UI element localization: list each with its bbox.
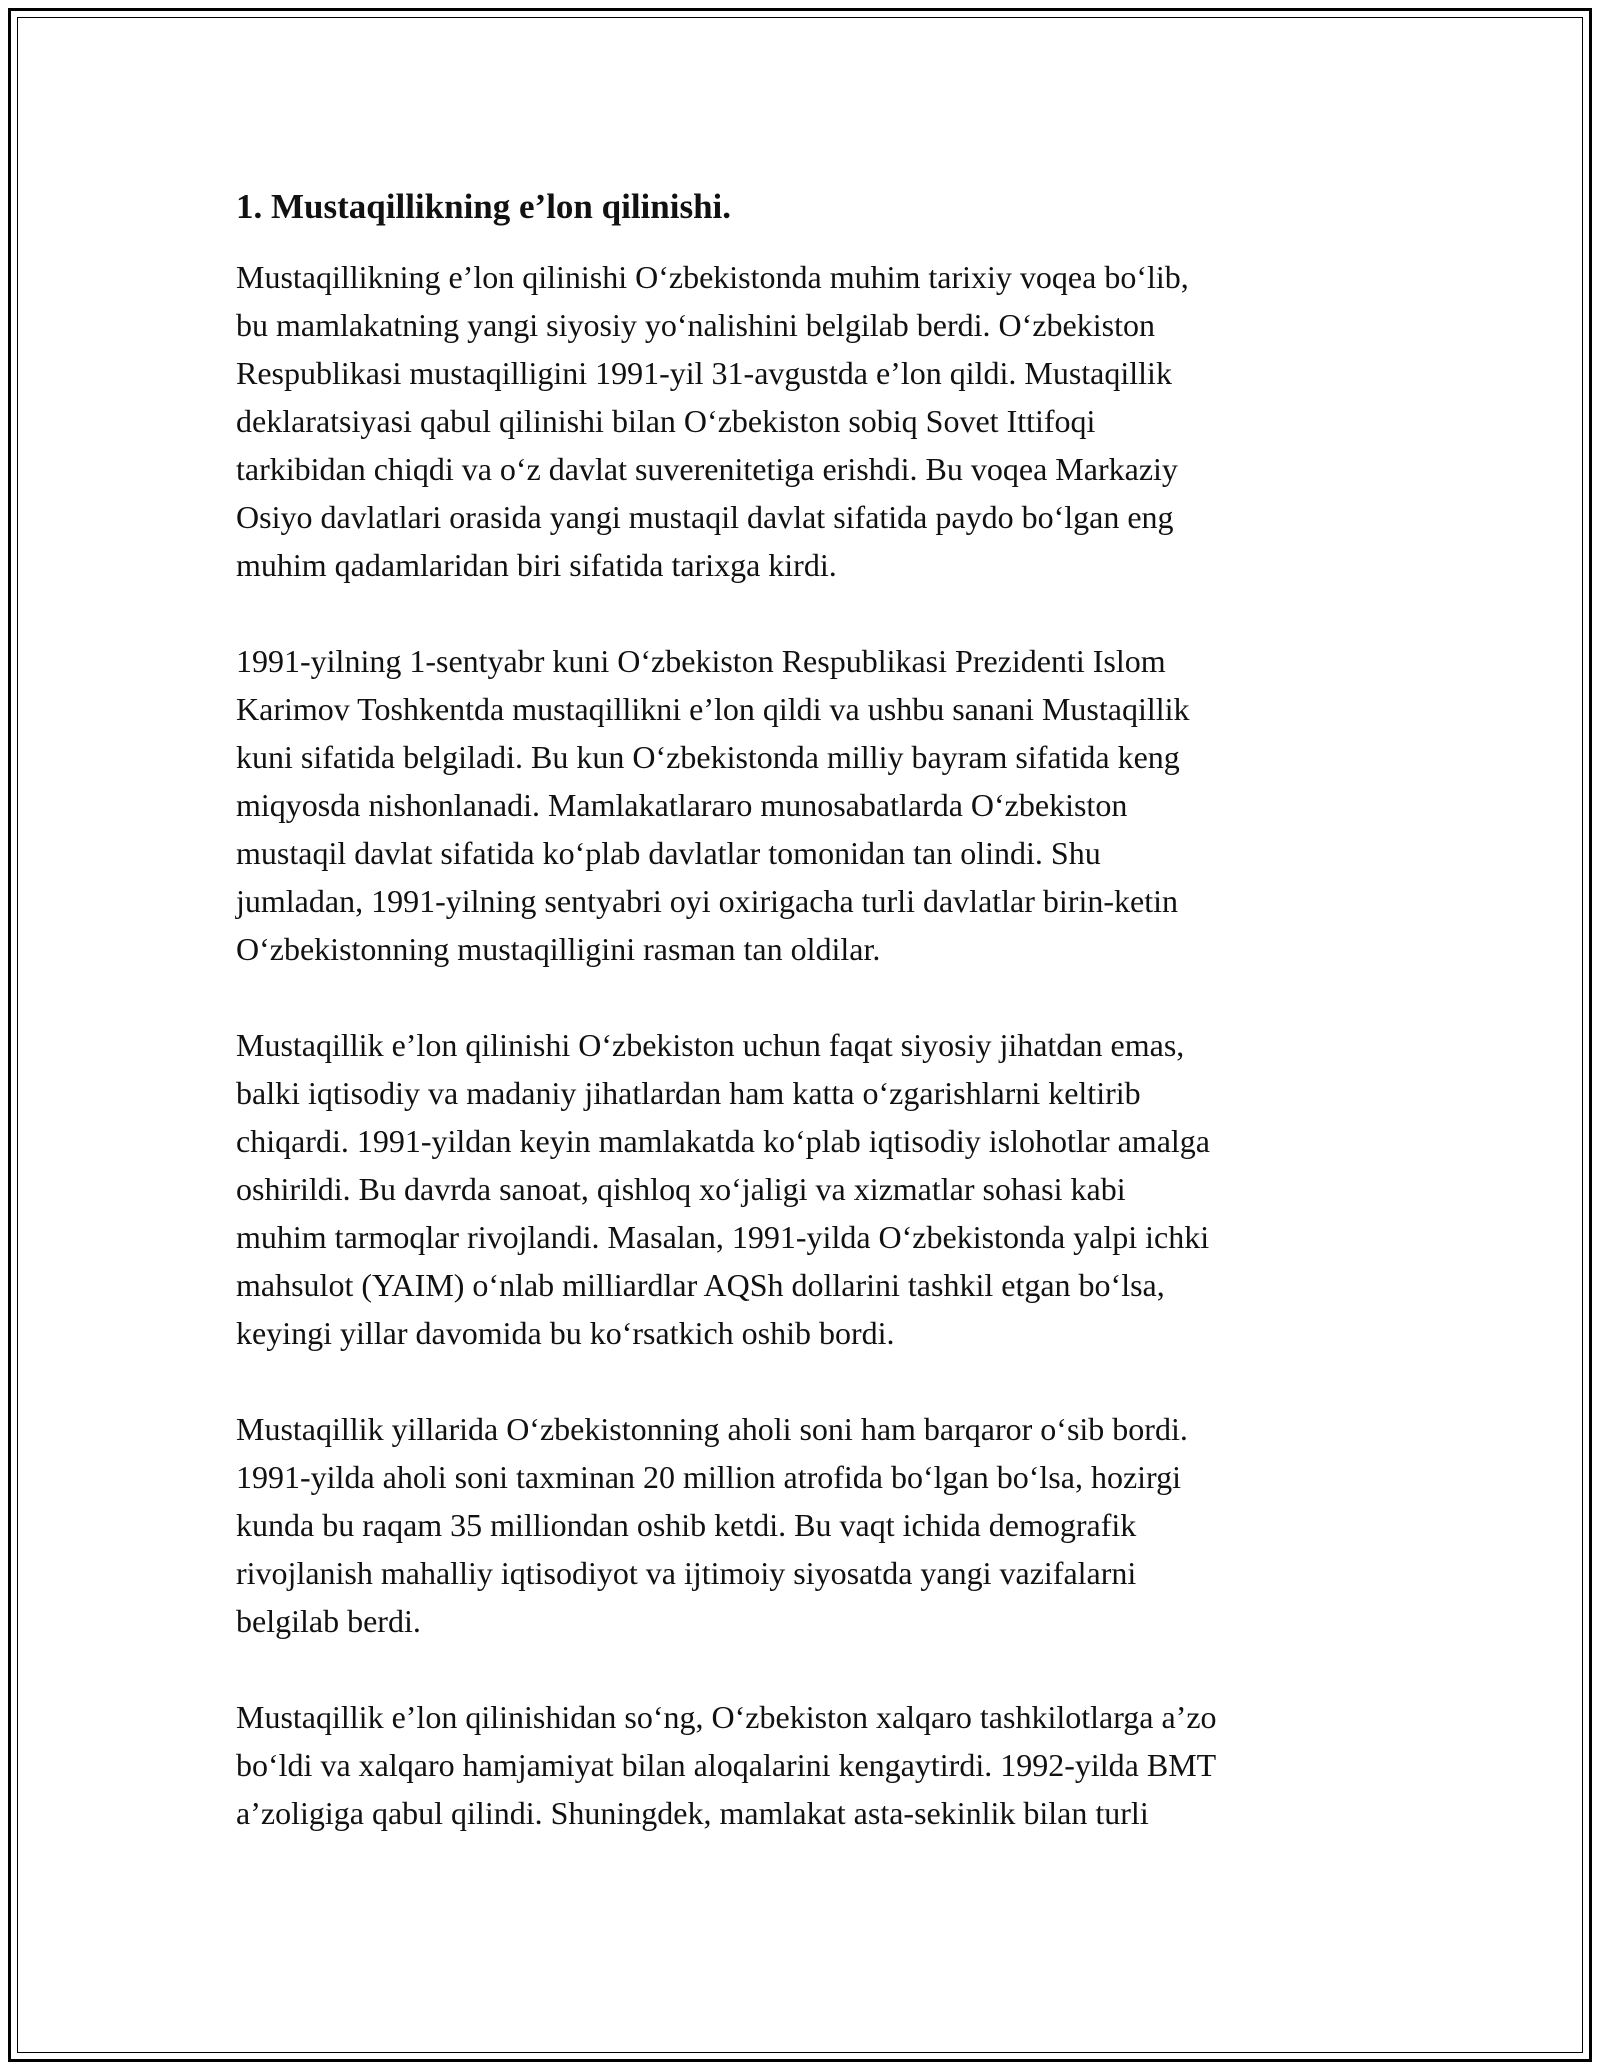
text-line: Mustaqillik e’lon qilinishi O‘zbekiston uchun faqat siyosiy jihatdan emas,	[236, 1027, 1185, 1063]
paragraph	[236, 253, 1366, 589]
text-line: 1991-yilning 1-sentyabr kuni O‘zbekiston Respublikasi Prezidenti Islom	[236, 643, 1166, 679]
text-line: 1991-yilda aholi soni taxminan 20 million atrofida bo‘lgan bo‘lsa, hozirgi	[236, 1459, 1182, 1495]
text-line: O‘zbekistonning mustaqilligini rasman tan oldilar.	[236, 931, 881, 967]
text-line: Osiyo davlatlari orasida yangi mustaqil davlat sifatida paydo bo‘lgan eng	[236, 499, 1174, 535]
text-line: jumladan, 1991-yilning sentyabri oyi oxirigacha turli davlatlar birin-ketin	[236, 883, 1178, 919]
text-line: bu mamlakatning yangi siyosiy yo‘nalishini belgilab berdi. O‘zbekiston	[236, 307, 1155, 343]
text-line: kunda bu raqam 35 milliondan oshib ketdi. Bu vaqt ichida demografik	[236, 1507, 1137, 1543]
text-line: belgilab berdi.	[236, 1603, 421, 1639]
text-line: Karimov Toshkentda mustaqillikni e’lon qildi va ushbu sanani Mustaqillik	[236, 691, 1190, 727]
text-line: balki iqtisodiy va madaniy jihatlardan ham katta o‘zgarishlarni keltirib	[236, 1075, 1141, 1111]
text-line: keyingi yillar davomida bu ko‘rsatkich oshib bordi.	[236, 1315, 895, 1351]
section-heading: 1. Mustaqillikning e’lon qilinishi.	[236, 187, 732, 226]
text-line: chiqardi. 1991-yildan keyin mamlakatda ko‘plab iqtisodiy islohotlar amalga	[236, 1123, 1210, 1159]
paragraph	[236, 637, 1366, 973]
text-line: Mustaqillik yillarida O‘zbekistonning aholi soni ham barqaror o‘sib bordi.	[236, 1411, 1188, 1447]
paragraph	[236, 1021, 1366, 1357]
document-body	[236, 185, 1366, 1885]
text-line: mahsulot (YAIM) o‘nlab milliardlar AQSh dollarini tashkil etgan bo‘lsa,	[236, 1267, 1165, 1303]
text-line: mustaqil davlat sifatida ko‘plab davlatlar tomonidan tan olindi. Shu	[236, 835, 1101, 871]
text-line: muhim qadamlaridan biri sifatida tarixga kirdi.	[236, 547, 837, 583]
text-line: Mustaqillik e’lon qilinishidan so‘ng, O‘zbekiston xalqaro tashkilotlarga a’zo	[236, 1699, 1217, 1735]
text-line: Respublikasi mustaqilligini 1991-yil 31-avgustda e’lon qildi. Mustaqillik	[236, 355, 1172, 391]
text-line: miqyosda nishonlanadi. Mamlakatlararo munosabatlarda O‘zbekiston	[236, 787, 1128, 823]
text-line: Mustaqillikning e’lon qilinishi O‘zbekistonda muhim tarixiy voqea bo‘lib,	[236, 259, 1189, 295]
text-line: oshirildi. Bu davrda sanoat, qishloq xo‘jaligi va xizmatlar sohasi kabi	[236, 1171, 1126, 1207]
text-line: deklaratsiyasi qabul qilinishi bilan O‘zbekiston sobiq Sovet Ittifoqi	[236, 403, 1096, 439]
text-line: kuni sifatida belgiladi. Bu kun O‘zbekistonda milliy bayram sifatida keng	[236, 739, 1180, 775]
paragraph	[236, 1693, 1366, 1837]
paragraph	[236, 1405, 1366, 1645]
text-line: muhim tarmoqlar rivojlandi. Masalan, 1991-yilda O‘zbekistonda yalpi ichki	[236, 1219, 1210, 1255]
text-line: a’zoligiga qabul qilindi. Shuningdek, mamlakat asta-sekinlik bilan turli	[236, 1795, 1149, 1831]
text-line: tarkibidan chiqdi va o‘z davlat suverenitetiga erishdi. Bu voqea Markaziy	[236, 451, 1178, 487]
text-line: rivojlanish mahalliy iqtisodiyot va ijtimoiy siyosatda yangi vazifalarni	[236, 1555, 1137, 1591]
text-line: bo‘ldi va xalqaro hamjamiyat bilan aloqalarini kengaytirdi. 1992-yilda BMT	[236, 1747, 1217, 1783]
